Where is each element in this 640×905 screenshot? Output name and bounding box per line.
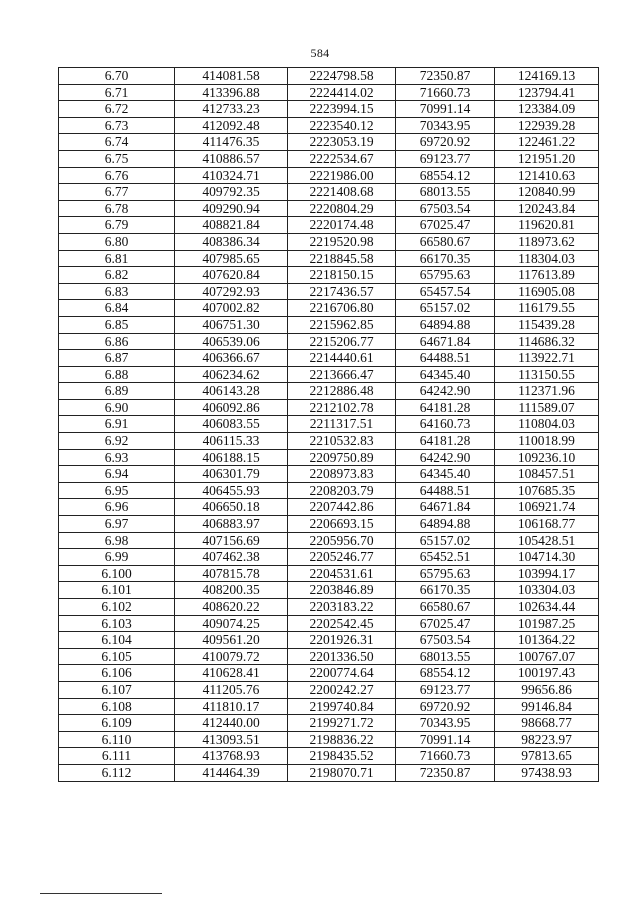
value-cell-1: 406143.28 [175, 383, 288, 400]
value-cell-1: 408200.35 [175, 582, 288, 599]
table-row [59, 300, 599, 317]
point-id-cell: 6.111 [59, 748, 175, 765]
value-cell-2: 2203183.22 [288, 599, 396, 616]
table-row [59, 516, 599, 533]
point-id-cell: 6.94 [59, 466, 175, 483]
value-cell-3: 70343.95 [396, 715, 495, 732]
table-row [59, 565, 599, 582]
value-cell-4: 102634.44 [495, 599, 599, 616]
table-row [59, 233, 599, 250]
page-number: 584 [310, 46, 330, 60]
value-cell-3: 70991.14 [396, 101, 495, 118]
value-cell-2: 2198836.22 [288, 731, 396, 748]
value-cell-2: 2208203.79 [288, 482, 396, 499]
value-cell-2: 2221986.00 [288, 167, 396, 184]
value-cell-2: 2205246.77 [288, 549, 396, 566]
table-row [59, 466, 599, 483]
value-cell-3: 64894.88 [396, 316, 495, 333]
value-cell-3: 72350.87 [396, 68, 495, 85]
point-id-cell: 6.88 [59, 366, 175, 383]
point-id-cell: 6.70 [59, 68, 175, 85]
value-cell-4: 121951.20 [495, 150, 599, 167]
point-id-cell: 6.92 [59, 433, 175, 450]
table-row [59, 648, 599, 665]
point-id-cell: 6.107 [59, 681, 175, 698]
point-id-cell: 6.98 [59, 532, 175, 549]
value-cell-4: 118973.62 [495, 233, 599, 250]
value-cell-2: 2223994.15 [288, 101, 396, 118]
value-cell-1: 407985.65 [175, 250, 288, 267]
point-id-cell: 6.73 [59, 117, 175, 134]
point-id-cell: 6.79 [59, 217, 175, 234]
value-cell-3: 67503.54 [396, 200, 495, 217]
point-id-cell: 6.74 [59, 134, 175, 151]
value-cell-3: 66170.35 [396, 250, 495, 267]
table-row [59, 731, 599, 748]
value-cell-2: 2224414.02 [288, 84, 396, 101]
value-cell-3: 72350.87 [396, 764, 495, 781]
value-cell-4: 118304.03 [495, 250, 599, 267]
value-cell-1: 410324.71 [175, 167, 288, 184]
value-cell-2: 2199271.72 [288, 715, 396, 732]
value-cell-1: 413396.88 [175, 84, 288, 101]
value-cell-1: 406883.97 [175, 516, 288, 533]
value-cell-3: 66580.67 [396, 233, 495, 250]
value-cell-2: 2212886.48 [288, 383, 396, 400]
value-cell-1: 410628.41 [175, 665, 288, 682]
value-cell-4: 98223.97 [495, 731, 599, 748]
value-cell-1: 408620.22 [175, 599, 288, 616]
value-cell-3: 70343.95 [396, 117, 495, 134]
value-cell-1: 406751.30 [175, 316, 288, 333]
value-cell-1: 413768.93 [175, 748, 288, 765]
value-cell-2: 2219520.98 [288, 233, 396, 250]
value-cell-2: 2208973.83 [288, 466, 396, 483]
value-cell-1: 407002.82 [175, 300, 288, 317]
value-cell-4: 103304.03 [495, 582, 599, 599]
value-cell-3: 65157.02 [396, 532, 495, 549]
value-cell-3: 64160.73 [396, 416, 495, 433]
value-cell-2: 2209750.89 [288, 449, 396, 466]
value-cell-4: 100767.07 [495, 648, 599, 665]
table-row [59, 366, 599, 383]
value-cell-3: 64181.28 [396, 399, 495, 416]
value-cell-1: 408821.84 [175, 217, 288, 234]
point-id-cell: 6.110 [59, 731, 175, 748]
value-cell-3: 67025.47 [396, 217, 495, 234]
table-row [59, 615, 599, 632]
value-cell-1: 411810.17 [175, 698, 288, 715]
value-cell-4: 111589.07 [495, 399, 599, 416]
value-cell-4: 123794.41 [495, 84, 599, 101]
value-cell-2: 2200242.27 [288, 681, 396, 698]
value-cell-1: 407620.84 [175, 267, 288, 284]
value-cell-1: 411205.76 [175, 681, 288, 698]
value-cell-4: 99146.84 [495, 698, 599, 715]
value-cell-2: 2212102.78 [288, 399, 396, 416]
table-row [59, 582, 599, 599]
point-id-cell: 6.105 [59, 648, 175, 665]
value-cell-1: 406188.15 [175, 449, 288, 466]
value-cell-3: 64345.40 [396, 366, 495, 383]
point-id-cell: 6.93 [59, 449, 175, 466]
table-row [59, 764, 599, 781]
point-id-cell: 6.99 [59, 549, 175, 566]
value-cell-4: 97813.65 [495, 748, 599, 765]
value-cell-3: 65457.54 [396, 283, 495, 300]
value-cell-2: 2202542.45 [288, 615, 396, 632]
table-row [59, 101, 599, 118]
point-id-cell: 6.71 [59, 84, 175, 101]
value-cell-4: 113150.55 [495, 366, 599, 383]
value-cell-2: 2211317.51 [288, 416, 396, 433]
point-id-cell: 6.89 [59, 383, 175, 400]
value-cell-1: 411476.35 [175, 134, 288, 151]
value-cell-2: 2200774.64 [288, 665, 396, 682]
point-id-cell: 6.103 [59, 615, 175, 632]
value-cell-1: 407156.69 [175, 532, 288, 549]
value-cell-4: 108457.51 [495, 466, 599, 483]
value-cell-3: 64181.28 [396, 433, 495, 450]
value-cell-4: 113922.71 [495, 350, 599, 367]
point-id-cell: 6.85 [59, 316, 175, 333]
value-cell-3: 69123.77 [396, 150, 495, 167]
value-cell-4: 104714.30 [495, 549, 599, 566]
value-cell-1: 407815.78 [175, 565, 288, 582]
value-cell-2: 2213666.47 [288, 366, 396, 383]
value-cell-3: 68554.12 [396, 167, 495, 184]
point-id-cell: 6.77 [59, 184, 175, 201]
point-id-cell: 6.106 [59, 665, 175, 682]
value-cell-1: 406234.62 [175, 366, 288, 383]
point-id-cell: 6.87 [59, 350, 175, 367]
value-cell-1: 410886.57 [175, 150, 288, 167]
table-row [59, 117, 599, 134]
value-cell-3: 65452.51 [396, 549, 495, 566]
table-row [59, 549, 599, 566]
point-id-cell: 6.78 [59, 200, 175, 217]
table-row [59, 68, 599, 85]
point-id-cell: 6.75 [59, 150, 175, 167]
value-cell-2: 2207442.86 [288, 499, 396, 516]
table-row [59, 333, 599, 350]
table-row [59, 350, 599, 367]
value-cell-4: 107685.35 [495, 482, 599, 499]
value-cell-3: 64242.90 [396, 383, 495, 400]
point-id-cell: 6.80 [59, 233, 175, 250]
value-cell-4: 101364.22 [495, 632, 599, 649]
value-cell-1: 406366.67 [175, 350, 288, 367]
value-cell-1: 413093.51 [175, 731, 288, 748]
value-cell-2: 2218845.58 [288, 250, 396, 267]
table-row [59, 184, 599, 201]
value-cell-2: 2218150.15 [288, 267, 396, 284]
table-row [59, 433, 599, 450]
table-row [59, 84, 599, 101]
value-cell-4: 124169.13 [495, 68, 599, 85]
value-cell-2: 2223540.12 [288, 117, 396, 134]
value-cell-4: 112371.96 [495, 383, 599, 400]
value-cell-3: 69123.77 [396, 681, 495, 698]
value-cell-2: 2215206.77 [288, 333, 396, 350]
point-id-cell: 6.91 [59, 416, 175, 433]
value-cell-4: 117613.89 [495, 267, 599, 284]
table-row [59, 399, 599, 416]
value-cell-1: 412440.00 [175, 715, 288, 732]
point-id-cell: 6.82 [59, 267, 175, 284]
value-cell-3: 65157.02 [396, 300, 495, 317]
value-cell-2: 2204531.61 [288, 565, 396, 582]
value-cell-4: 97438.93 [495, 764, 599, 781]
value-cell-4: 115439.28 [495, 316, 599, 333]
value-cell-1: 409074.25 [175, 615, 288, 632]
value-cell-1: 408386.34 [175, 233, 288, 250]
table-row [59, 499, 599, 516]
value-cell-2: 2222534.67 [288, 150, 396, 167]
value-cell-4: 122939.28 [495, 117, 599, 134]
table-row [59, 167, 599, 184]
value-cell-2: 2216706.80 [288, 300, 396, 317]
value-cell-4: 101987.25 [495, 615, 599, 632]
table-row [59, 267, 599, 284]
value-cell-1: 409561.20 [175, 632, 288, 649]
value-cell-4: 116905.08 [495, 283, 599, 300]
value-cell-3: 66170.35 [396, 582, 495, 599]
table-row [59, 217, 599, 234]
point-id-cell: 6.95 [59, 482, 175, 499]
point-id-cell: 6.104 [59, 632, 175, 649]
value-cell-1: 406115.33 [175, 433, 288, 450]
table-row [59, 416, 599, 433]
value-cell-2: 2223053.19 [288, 134, 396, 151]
value-cell-2: 2198070.71 [288, 764, 396, 781]
table-row [59, 748, 599, 765]
value-cell-2: 2220174.48 [288, 217, 396, 234]
value-cell-2: 2224798.58 [288, 68, 396, 85]
table-row [59, 599, 599, 616]
value-cell-3: 65795.63 [396, 267, 495, 284]
value-cell-1: 409290.94 [175, 200, 288, 217]
value-cell-3: 64671.84 [396, 333, 495, 350]
value-cell-4: 119620.81 [495, 217, 599, 234]
value-cell-2: 2198435.52 [288, 748, 396, 765]
value-cell-1: 406539.06 [175, 333, 288, 350]
table-row [59, 665, 599, 682]
table-row [59, 316, 599, 333]
value-cell-3: 65795.63 [396, 565, 495, 582]
point-id-cell: 6.100 [59, 565, 175, 582]
value-cell-4: 109236.10 [495, 449, 599, 466]
table-row [59, 134, 599, 151]
value-cell-2: 2201926.31 [288, 632, 396, 649]
value-cell-4: 110804.03 [495, 416, 599, 433]
value-cell-4: 114686.32 [495, 333, 599, 350]
table-row [59, 283, 599, 300]
value-cell-2: 2210532.83 [288, 433, 396, 450]
point-id-cell: 6.90 [59, 399, 175, 416]
value-cell-1: 414081.58 [175, 68, 288, 85]
value-cell-1: 406092.86 [175, 399, 288, 416]
point-id-cell: 6.112 [59, 764, 175, 781]
point-id-cell: 6.102 [59, 599, 175, 616]
value-cell-4: 116179.55 [495, 300, 599, 317]
point-id-cell: 6.97 [59, 516, 175, 533]
value-cell-2: 2205956.70 [288, 532, 396, 549]
value-cell-1: 409792.35 [175, 184, 288, 201]
value-cell-4: 121410.63 [495, 167, 599, 184]
point-id-cell: 6.83 [59, 283, 175, 300]
value-cell-3: 68013.55 [396, 648, 495, 665]
coordinate-table [58, 67, 599, 782]
footnote-divider [40, 893, 162, 894]
table-row [59, 449, 599, 466]
value-cell-2: 2214440.61 [288, 350, 396, 367]
value-cell-3: 69720.92 [396, 698, 495, 715]
value-cell-1: 412092.48 [175, 117, 288, 134]
value-cell-4: 123384.09 [495, 101, 599, 118]
point-id-cell: 6.81 [59, 250, 175, 267]
value-cell-3: 64242.90 [396, 449, 495, 466]
value-cell-1: 406650.18 [175, 499, 288, 516]
value-cell-4: 122461.22 [495, 134, 599, 151]
value-cell-2: 2217436.57 [288, 283, 396, 300]
table-row [59, 200, 599, 217]
value-cell-3: 64671.84 [396, 499, 495, 516]
value-cell-2: 2215962.85 [288, 316, 396, 333]
value-cell-4: 100197.43 [495, 665, 599, 682]
value-cell-3: 71660.73 [396, 84, 495, 101]
value-cell-2: 2220804.29 [288, 200, 396, 217]
table-row [59, 715, 599, 732]
value-cell-3: 64894.88 [396, 516, 495, 533]
table-row [59, 681, 599, 698]
value-cell-3: 68554.12 [396, 665, 495, 682]
value-cell-1: 414464.39 [175, 764, 288, 781]
value-cell-3: 71660.73 [396, 748, 495, 765]
value-cell-1: 406455.93 [175, 482, 288, 499]
table-row [59, 482, 599, 499]
point-id-cell: 6.108 [59, 698, 175, 715]
value-cell-1: 412733.23 [175, 101, 288, 118]
value-cell-4: 99656.86 [495, 681, 599, 698]
point-id-cell: 6.86 [59, 333, 175, 350]
value-cell-2: 2201336.50 [288, 648, 396, 665]
value-cell-4: 105428.51 [495, 532, 599, 549]
value-cell-1: 410079.72 [175, 648, 288, 665]
point-id-cell: 6.84 [59, 300, 175, 317]
table-row [59, 383, 599, 400]
value-cell-3: 67503.54 [396, 632, 495, 649]
value-cell-3: 66580.67 [396, 599, 495, 616]
value-cell-2: 2199740.84 [288, 698, 396, 715]
value-cell-4: 103994.17 [495, 565, 599, 582]
table-row [59, 250, 599, 267]
value-cell-4: 106168.77 [495, 516, 599, 533]
value-cell-4: 106921.74 [495, 499, 599, 516]
table-row [59, 632, 599, 649]
value-cell-4: 110018.99 [495, 433, 599, 450]
point-id-cell: 6.96 [59, 499, 175, 516]
value-cell-1: 407292.93 [175, 283, 288, 300]
point-id-cell: 6.109 [59, 715, 175, 732]
value-cell-3: 68013.55 [396, 184, 495, 201]
coordinate-table-body [59, 68, 599, 782]
table-row [59, 150, 599, 167]
value-cell-3: 64488.51 [396, 482, 495, 499]
value-cell-4: 120243.84 [495, 200, 599, 217]
table-row [59, 532, 599, 549]
point-id-cell: 6.101 [59, 582, 175, 599]
point-id-cell: 6.72 [59, 101, 175, 118]
value-cell-3: 70991.14 [396, 731, 495, 748]
point-id-cell: 6.76 [59, 167, 175, 184]
value-cell-3: 67025.47 [396, 615, 495, 632]
value-cell-3: 64488.51 [396, 350, 495, 367]
value-cell-2: 2206693.15 [288, 516, 396, 533]
value-cell-3: 64345.40 [396, 466, 495, 483]
table-row [59, 698, 599, 715]
value-cell-4: 98668.77 [495, 715, 599, 732]
value-cell-1: 406083.55 [175, 416, 288, 433]
value-cell-2: 2221408.68 [288, 184, 396, 201]
value-cell-3: 69720.92 [396, 134, 495, 151]
value-cell-1: 407462.38 [175, 549, 288, 566]
value-cell-4: 120840.99 [495, 184, 599, 201]
value-cell-1: 406301.79 [175, 466, 288, 483]
value-cell-2: 2203846.89 [288, 582, 396, 599]
